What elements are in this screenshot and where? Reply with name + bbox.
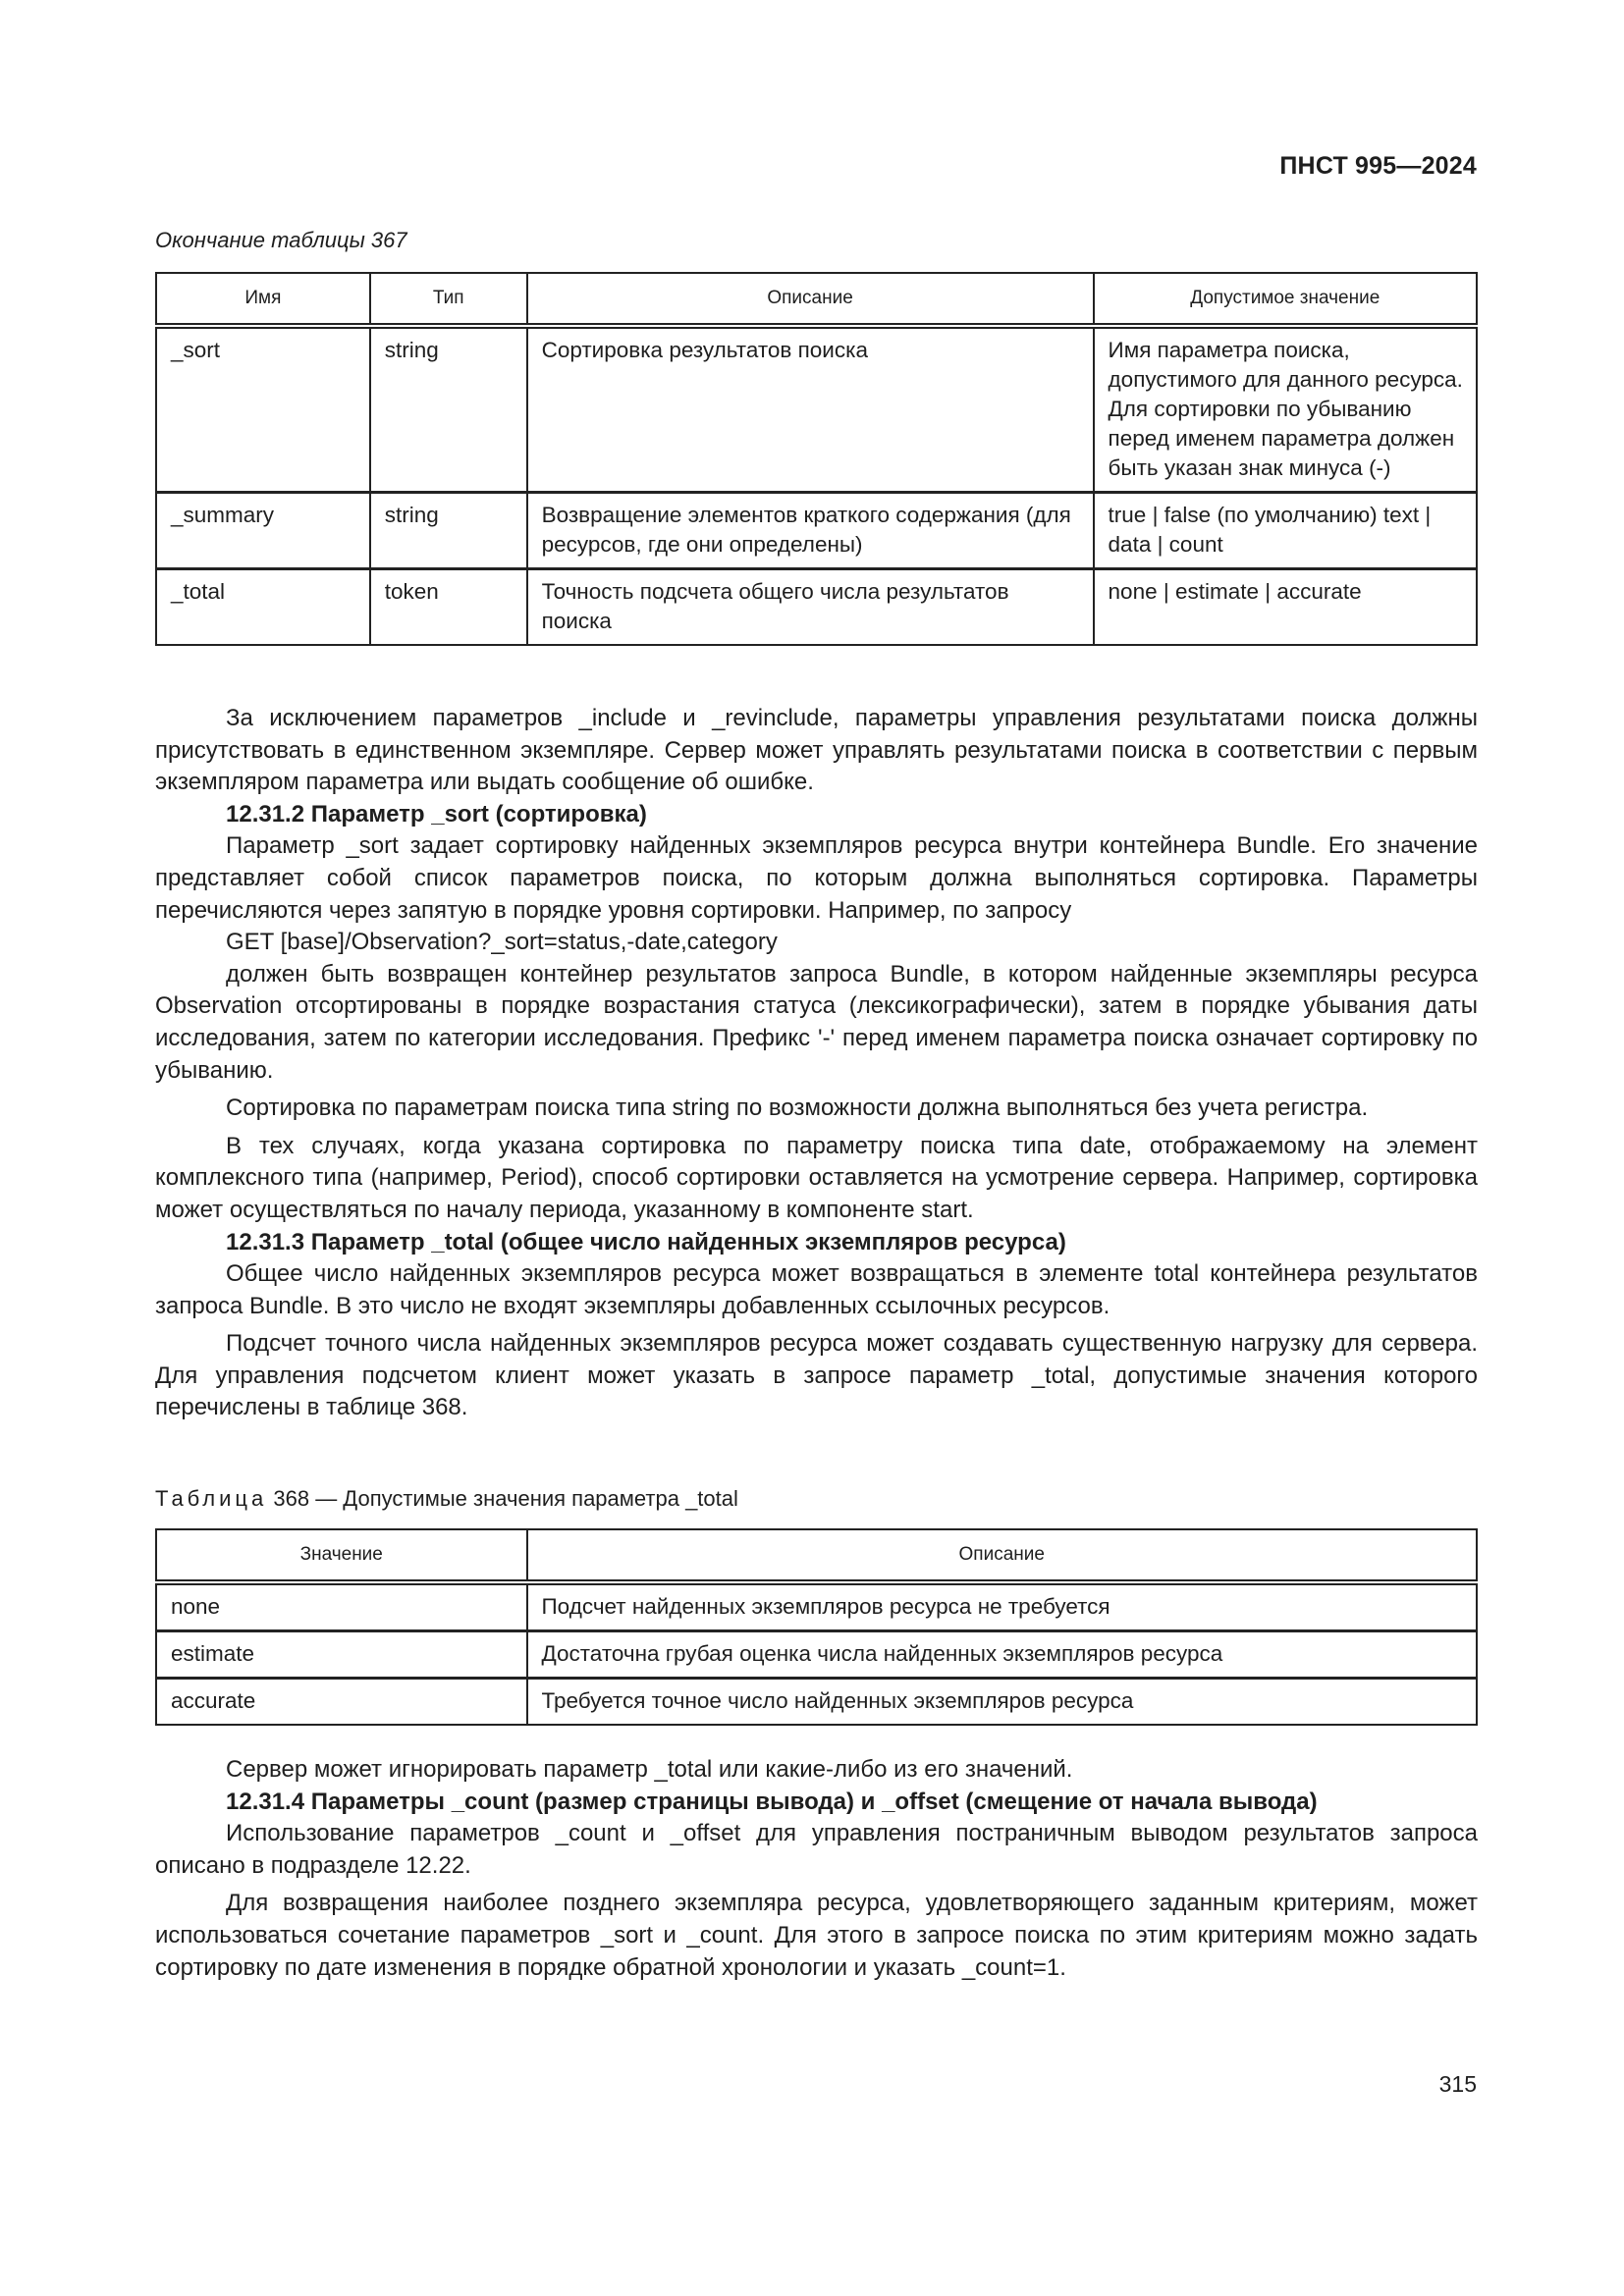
column-header: Допустимое значение (1094, 273, 1477, 326)
paragraph: Сервер может игнорировать параметр _total или какие-либо из его значений. (226, 1756, 1073, 1783)
cell-value: estimate (156, 1631, 527, 1679)
cell-allowed: none | estimate | accurate (1094, 569, 1477, 646)
column-header: Значение (156, 1529, 527, 1582)
cell-type: token (370, 569, 527, 646)
column-header: Имя (156, 273, 370, 326)
paragraph: Подсчет точного числа найденных экземпляров ресурса может создавать существенную нагрузку для сервера. Для управления подсчетом клиент может указать в запросе параметр _total, допустимые значения которого перечислены в таблице 368. (155, 1330, 1478, 1421)
table-row (156, 326, 1477, 493)
table-367 (155, 272, 1478, 646)
paragraph: Общее число найденных экземпляров ресурса может возвращаться в элементе total контейнера результатов запроса Bundle. В это число не входят экземпляры добавленных ссылочных ресурсов. (155, 1260, 1478, 1319)
cell-value: accurate (156, 1679, 527, 1726)
cell-description: Подсчет найденных экземпляров ресурса не требуется (527, 1582, 1478, 1631)
cell-value: none (156, 1582, 527, 1631)
paragraph: За исключением параметров _include и _revinclude, параметры управления результатами поиска должны присутствовать в единственном экземпляре. Сервер может управлять результатами поиска в соответствии с первым экземпляром параметра или выдать сообщение об ошибке. (155, 705, 1478, 796)
cell-type: string (370, 326, 527, 493)
table-368 (155, 1528, 1478, 1726)
cell-allowed: Имя параметра поиска, допустимого для данного ресурса. Для сортировки по убыванию перед именем параметра должен быть указан знак минуса (-) (1094, 326, 1477, 493)
cell-name: _summary (156, 493, 370, 569)
table-row (156, 1679, 1477, 1726)
cell-description: Сортировка результатов поиска (527, 326, 1094, 493)
table-label: Таблица (155, 1486, 268, 1511)
section-heading: 12.31.3 Параметр _total (общее число найденных экземпляров ресурса) (226, 1228, 1066, 1255)
cell-description: Возвращение элементов краткого содержания (для ресурсов, где они определены) (527, 493, 1094, 569)
paragraph: Сортировка по параметрам поиска типа string по возможности должна выполняться без учета регистра. (226, 1095, 1369, 1122)
cell-description: Точность подсчета общего числа результатов поиска (527, 569, 1094, 646)
body-section-2 (155, 1754, 1478, 1984)
table-header-row (156, 1529, 1477, 1582)
table-368-caption (155, 1486, 738, 1512)
cell-name: _sort (156, 326, 370, 493)
table-continuation-caption: Окончание таблицы 367 (155, 228, 407, 252)
table-row (156, 493, 1477, 569)
paragraph: Для возвращения наиболее позднего экземпляра ресурса, удовлетворяющего заданным критериям, может использоваться сочетание параметров _sort и _count. Для этого в запросе поиска по этим критериям можно задать сортировку по дате изменения в порядке обратной хронологии и указать _count=1. (155, 1890, 1478, 1981)
column-header: Описание (527, 1529, 1478, 1582)
cell-name: _total (156, 569, 370, 646)
cell-description: Требуется точное число найденных экземпляров ресурса (527, 1679, 1478, 1726)
cell-allowed: true | false (по умолчанию) text | data | count (1094, 493, 1477, 569)
table-header-row (156, 273, 1477, 326)
standard-code: ПНСТ 995—2024 (1279, 152, 1477, 180)
page-number: 315 (1438, 2071, 1477, 2097)
body-section-1 (155, 703, 1478, 1424)
paragraph: Параметр _sort задает сортировку найденных экземпляров ресурса внутри контейнера Bundle. Его значение представляет собой список параметров поиска, по которым должна выполняться сортировка. Параметры перечисляются через запятую в порядке уровня сортировки. Например, по запросу (155, 832, 1478, 924)
table-row (156, 569, 1477, 646)
section-heading: 12.31.2 Параметр _sort (сортировка) (226, 800, 647, 828)
column-header: Описание (527, 273, 1094, 326)
paragraph: Использование параметров _count и _offset для управления постраничным выводом результатов запроса описано в подразделе 12.22. (155, 1820, 1478, 1879)
paragraph: должен быть возвращен контейнер результатов запроса Bundle, в котором найденные экземпляры ресурса Observation отсортированы в порядке возрастания статуса (лексикографически), затем в порядке убывания даты исследования, затем по категории исследования. Префикс '-' перед именем параметра поиска означает сортировку по убыванию. (155, 960, 1478, 1084)
table-row (156, 1582, 1477, 1631)
table-title: 368 — Допустимые значения параметра _total (267, 1486, 738, 1511)
cell-type: string (370, 493, 527, 569)
column-header: Тип (370, 273, 527, 326)
section-heading: 12.31.4 Параметры _count (размер страницы вывода) и _offset (смещение от начала вывода) (226, 1788, 1318, 1815)
paragraph: В тех случаях, когда указана сортировка по параметру поиска типа date, отображаемому на элемент комплексного типа (например, Period), способ сортировки оставляется на усмотрение сервера. Например, сортировка может осуществляться по началу периода, указанному в компоненте start. (155, 1132, 1478, 1223)
cell-description: Достаточна грубая оценка числа найденных экземпляров ресурса (527, 1631, 1478, 1679)
code-example: GET [base]/Observation?_sort=status,-date,category (226, 929, 778, 956)
table-row (156, 1631, 1477, 1679)
